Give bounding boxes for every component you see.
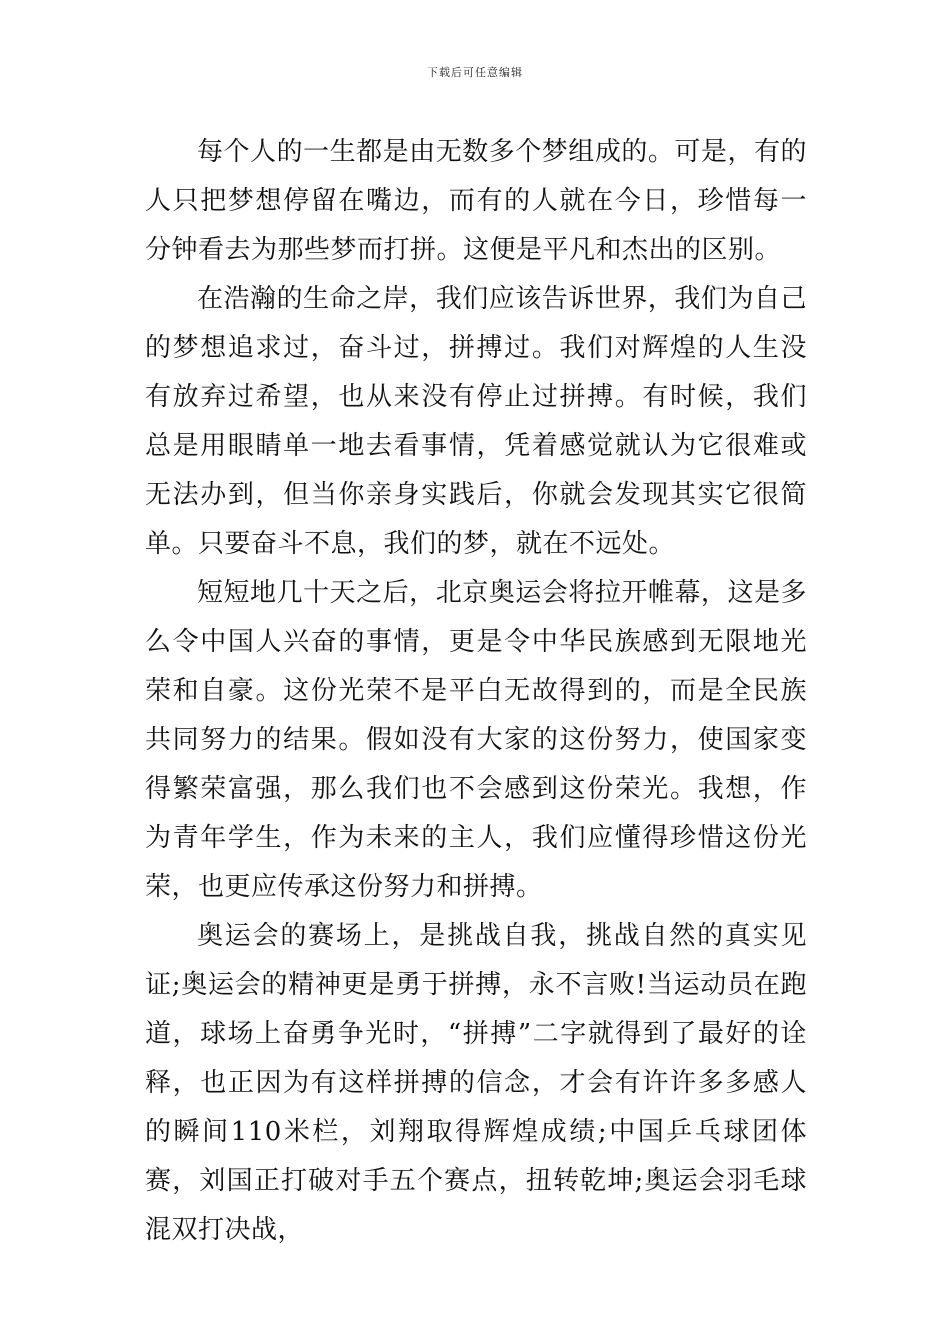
paragraph-2: 在浩瀚的生命之岸，我们应该告诉世界，我们为自己的梦想追求过，奋斗过，拼搏过。我们对辉煌的人生没有放弃过希望，也从来没有停止过拼搏。有时候，我们总是用眼睛单一地去看事情，凭着感觉就认为它很难或无法办到，但当你亲身实践后，你就会发现其实它很简单。只要奋斗不息，我们的梦，就在不远处。 [145,284,807,559]
essay-body [145,128,807,1255]
paragraph-3: 短短地几十天之后，北京奥运会将拉开帷幕，这是多么令中国人兴奋的事情，更是令中华民族感到无限地光荣和自豪。这份光荣不是平白无故得到的，而是全民族共同努力的结果。假如没有大家的这份努力，使国家变得繁荣富强，那么我们也不会感到这份荣光。我想，作为青年学生，作为未来的主人，我们应懂得珍惜这份光荣，也更应传承这份努力和拼搏。 [145,578,807,902]
paragraph-4: 奥运会的赛场上，是挑战自我，挑战自然的真实见证;奥运会的精神更是勇于拼搏，永不言败!当运动员在跑道，球场上奋勇争光时，“拼搏”二字就得到了最好的诠释，也正因为有这样拼搏的信念，才会有许许多多感人的瞬间110米栏，刘翔取得辉煌成绩;中国乒乓球团体赛，刘国正打破对手五个赛点，扭转乾坤;奥运会羽毛球混双打决战， [145,921,807,1245]
page-header: 下载后可任意编辑 [427,66,523,79]
paragraph-1: 每个人的一生都是由无数多个梦组成的。可是，有的人只把梦想停留在嘴边，而有的人就在今日，珍惜每一分钟看去为那些梦而打拼。这便是平凡和杰出的区别。 [145,137,807,265]
